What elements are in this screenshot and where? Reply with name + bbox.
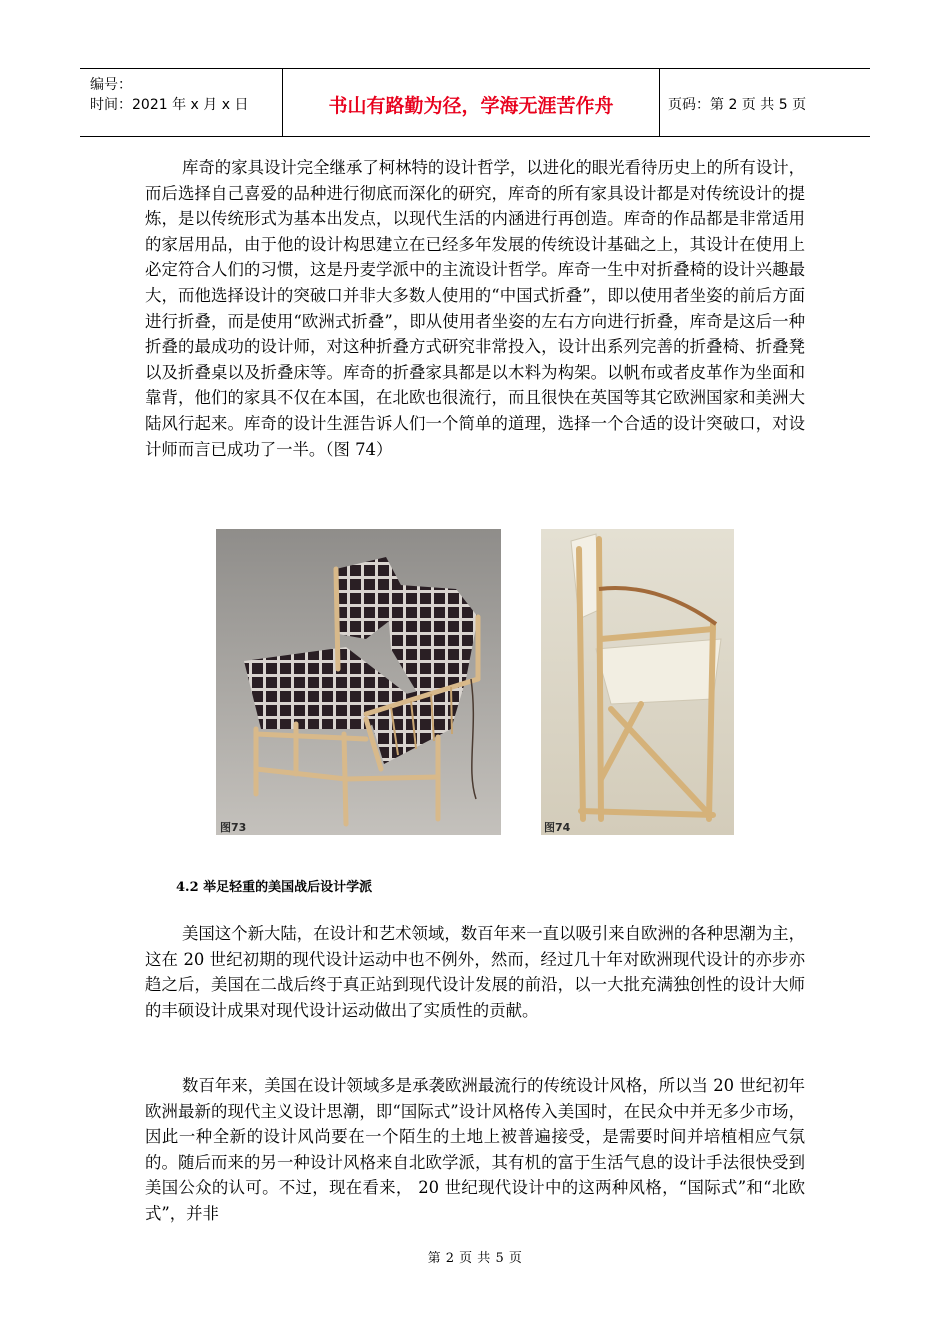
figure-73-caption: 图73 xyxy=(220,821,247,834)
figure-74-caption: 图74 xyxy=(544,821,571,834)
paragraph-2-text: 美国这个新大陆，在设计和艺术领域，数百年来一直以吸引来自欧洲的各种思潮为主，这在 20 世纪初期的现代设计运动中也不例外，然而，经过几十年对欧洲现代设计的亦步亦趋之后，美国在二战后终于真正站到现代设计发展的前沿，以一大批充满独创性的设计大师的丰硕设计成果对现代设计运动做出了实质性的贡献。 xyxy=(145,924,805,1020)
header-page-number: 页码：第 2 页 共 5 页 xyxy=(668,97,807,113)
sofa-illustration xyxy=(216,529,501,835)
page-header-table xyxy=(80,68,870,137)
figure-73-sofa-image xyxy=(216,529,501,835)
body-paragraph-2 xyxy=(145,921,805,1023)
figure-74-folding-chair-image xyxy=(541,529,734,835)
document-date-label: 时间：2021 年 x 月 x 日 xyxy=(90,97,249,113)
paragraph-3-text: 数百年来，美国在设计领域多是承袭欧洲最流行的传统设计风格，所以当 20 世纪初年欧洲最新的现代主义设计思潮，即“国际式”设计风格传入美国时，在民众中并无多少市场，因此一种全新的设计风尚要在一个陌生的土地上被普遍接受，是需要时间并培植相应气氛的。随后而来的另一种设计风格来自北欧学派，其有机的富于生活气息的设计手法很快受到美国公众的认可。不过，现在看来， 20 世纪现代设计中的这两种风格，“国际式”和“北欧式”，并非 xyxy=(145,1076,805,1223)
paragraph-1-text: 库奇的家具设计完全继承了柯林特的设计哲学，以进化的眼光看待历史上的所有设计，而后选择自己喜爱的品种进行彻底而深化的研究，库奇的所有家具设计都是对传统设计的提炼，是以传统形式为基本出发点，以现代生活的内涵进行再创造。库奇的作品都是非常适用的家居用品，由于他的设计构思建立在已经多年发展的传统设计基础之上，其设计在使用上必定符合人们的习惯，这是丹麦学派中的主流设计哲学。库奇一生中对折叠椅的设计兴趣最大，而他选择设计的突破口并非大多数人使用的“中国式折叠”，即以使用者坐姿的前后方面进行折叠，而是使用“欧洲式折叠”，即从使用者坐姿的左右方向进行折叠，库奇是这后一种折叠的最成功的设计师，对这种折叠方式研究非常投入，设计出系列完善的折叠椅、折叠凳以及折叠桌以及折叠床等。库奇的折叠家具都是以木料为构架。以帆布或者皮革作为坐面和靠背，他们的家具不仅在本国，在北欧也很流行，而且很快在英国等其它欧洲国家和美洲大陆风行起来。库奇的设计生涯告诉人们一个简单的道理，选择一个合适的设计突破口，对设计师而言已成功了一半。（图 74） xyxy=(145,158,805,459)
header-info-cell xyxy=(80,69,283,136)
section-heading: 4.2 举足轻重的美国战后设计学派 xyxy=(176,880,373,895)
body-paragraph-1 xyxy=(145,155,805,462)
header-motto: 书山有路勤为径，学海无涯苦作舟 xyxy=(328,95,614,117)
document-number-label: 编号： xyxy=(90,77,132,93)
body-paragraph-3 xyxy=(145,1073,805,1227)
header-motto-cell xyxy=(283,69,660,136)
header-page-cell xyxy=(660,69,870,136)
page-footer: 第 2 页 共 5 页 xyxy=(427,1251,523,1266)
folding-chair-illustration xyxy=(541,529,734,835)
